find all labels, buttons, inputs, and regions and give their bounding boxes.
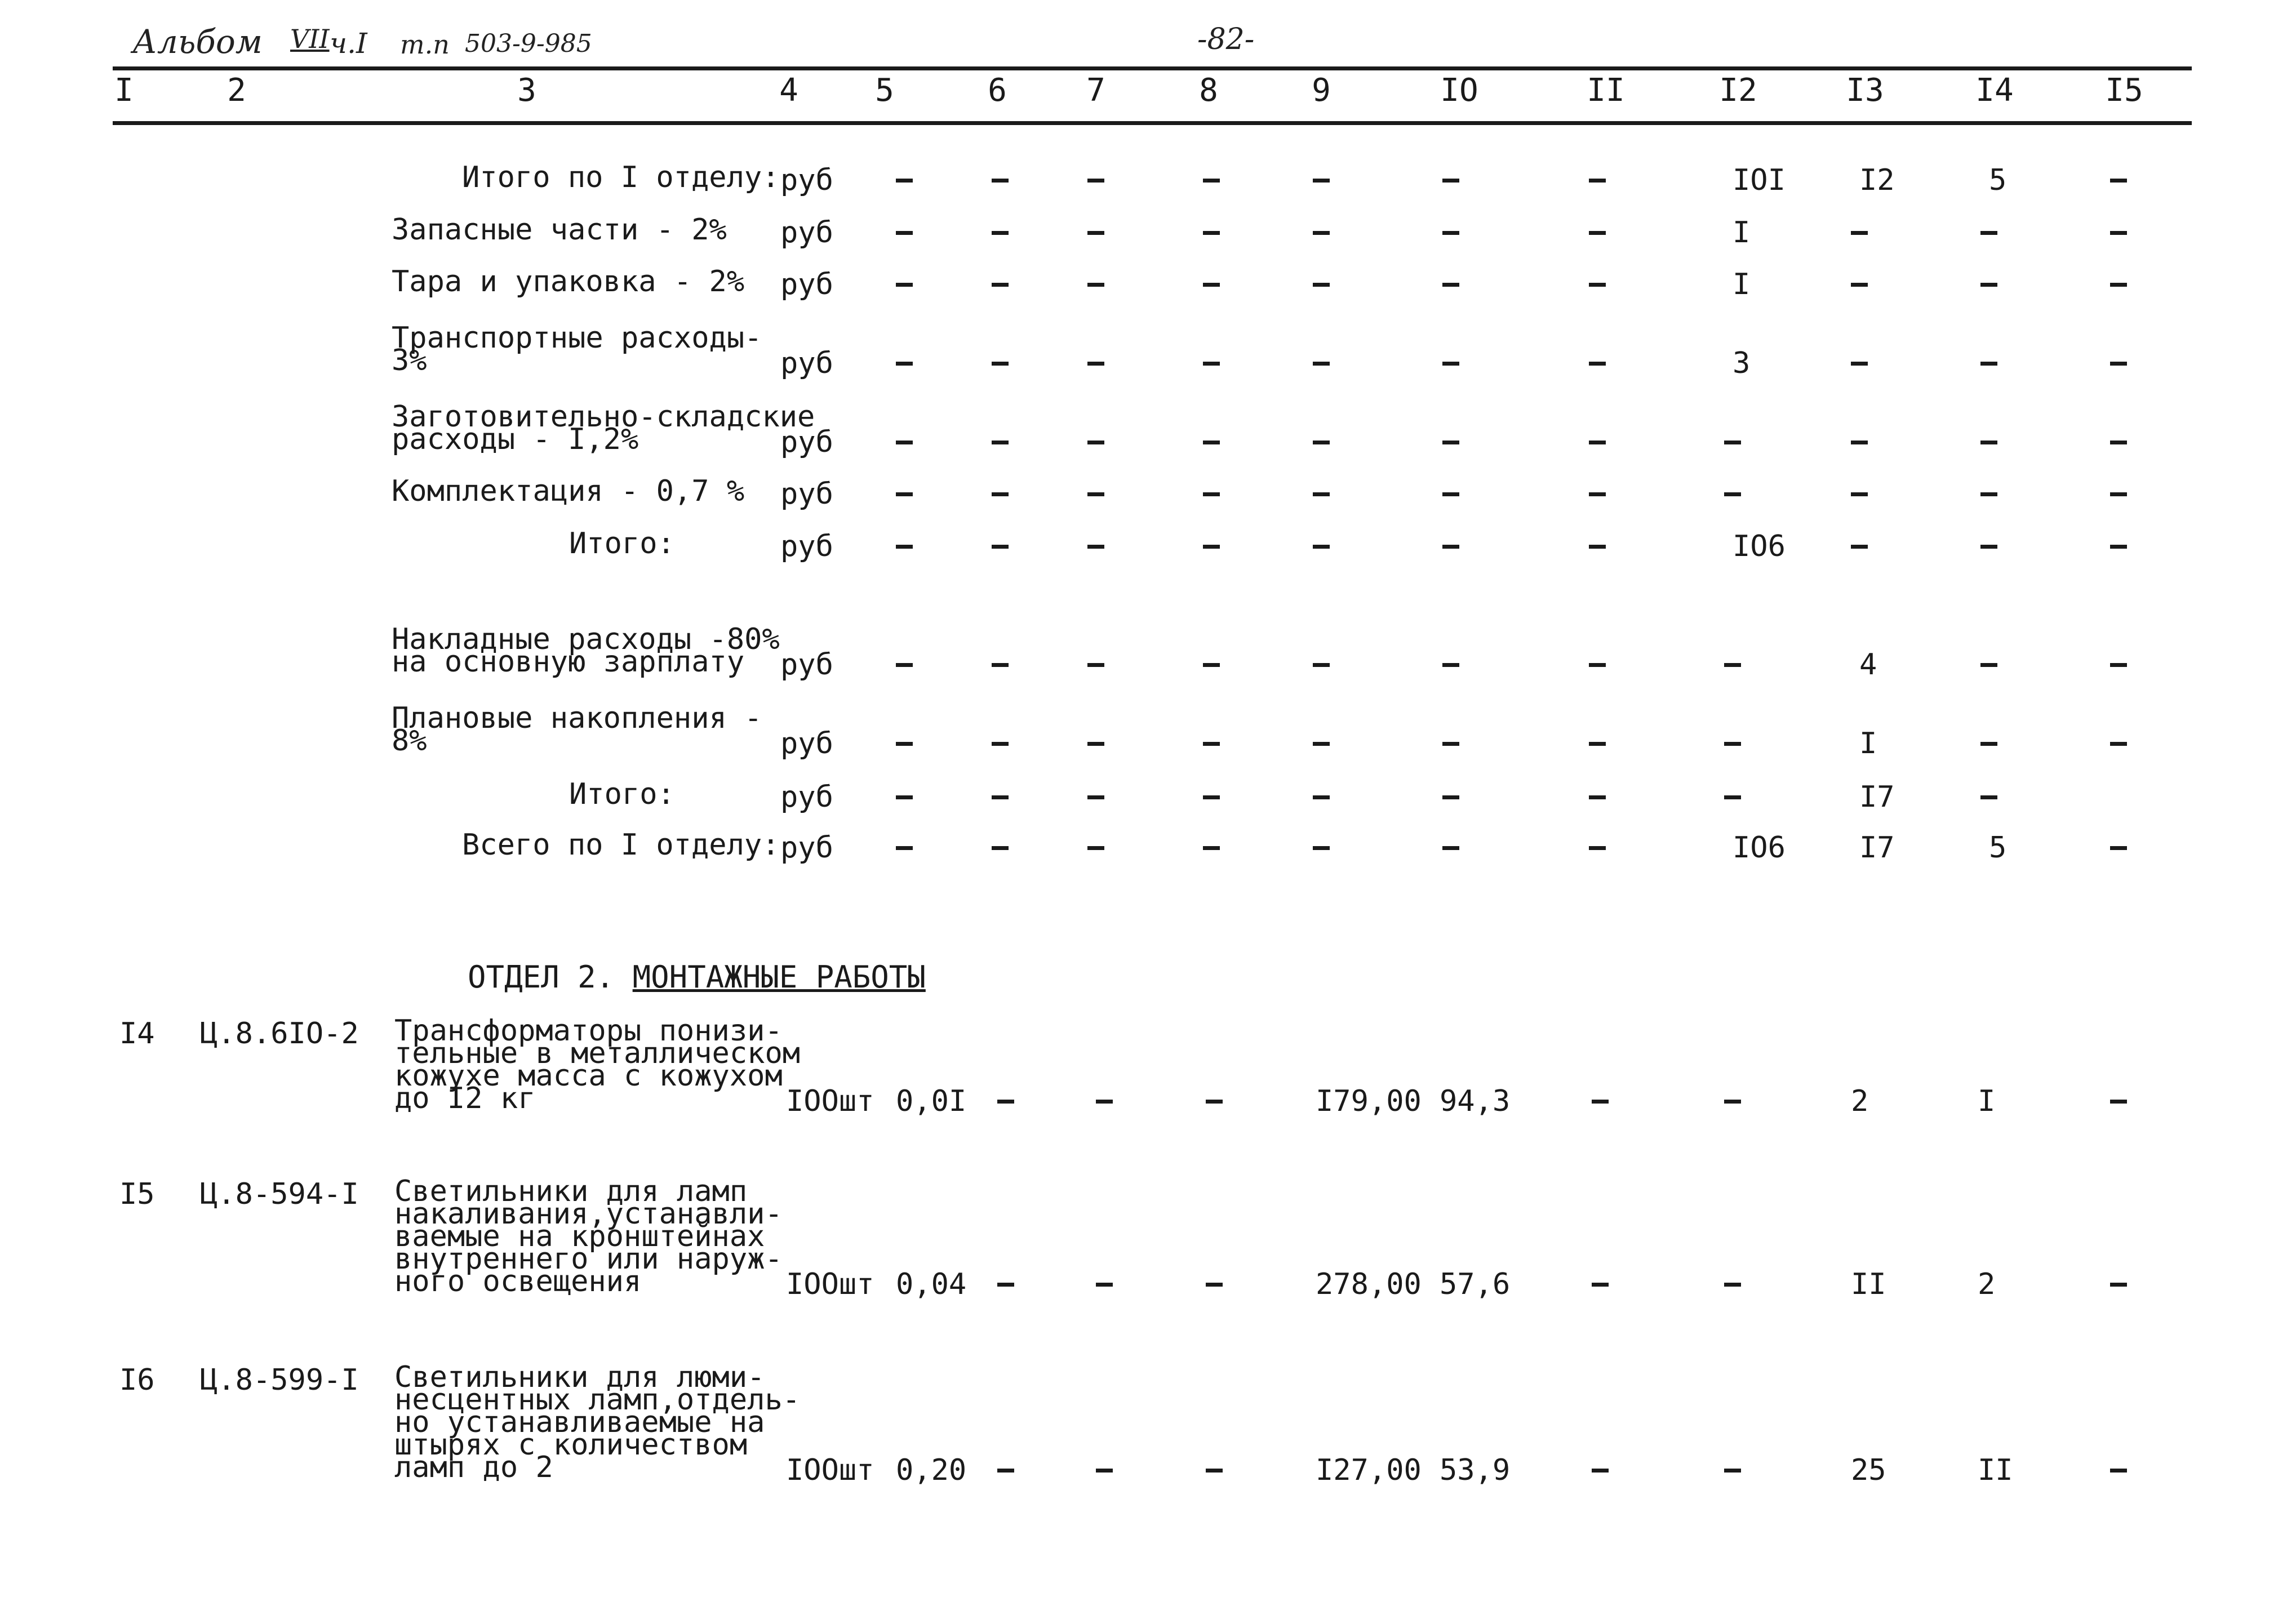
dash-mark [896,795,913,799]
column-number: 6 [988,72,1007,109]
dash-mark [1851,362,1868,366]
dash-mark [1442,492,1459,496]
dash-mark [1442,441,1459,444]
price-code: Ц.8.6IO-2 [200,1017,359,1051]
column-number: I2 [1719,72,1757,109]
dash-mark [1203,283,1220,287]
dash-mark [1203,362,1220,366]
dash-mark [1203,663,1220,667]
dash-mark [1592,1469,1609,1473]
dash-mark [1980,492,1997,496]
dash-mark [1442,742,1459,746]
section-prefix: ОТДЕЛ 2. [468,959,633,995]
column-number: IO [1440,72,1478,109]
dash-mark [1589,492,1606,496]
cell-value: I [1733,216,1751,250]
dash-mark [1442,663,1459,667]
dash-mark [1313,441,1330,444]
row-description: Комплектация - 0,7 % [392,474,745,508]
price-code: Ц.8-594-I [200,1177,359,1211]
page-number: -82- [1197,23,1255,56]
dash-mark [1203,846,1220,850]
cell-value: I [1859,727,1877,760]
item-number: I6 [119,1363,155,1397]
dash-mark [1087,441,1104,444]
dash-mark [1980,362,1997,366]
album-volume: VII [290,24,330,54]
column-number: 3 [517,72,536,109]
column-number: I [114,72,134,109]
dash-mark [2110,1100,2127,1104]
dash-mark [1724,1283,1741,1287]
row-unit: руб [780,477,833,511]
dash-mark [992,492,1009,496]
dash-mark [1313,795,1330,799]
dash-mark [992,742,1009,746]
column-number: 7 [1086,72,1105,109]
dash-mark [2110,283,2127,287]
dash-mark [1442,179,1459,183]
column-number: 9 [1312,72,1331,109]
dash-mark [1851,545,1868,549]
cell-value: II [1851,1267,1886,1301]
dash-mark [2110,742,2127,746]
dash-mark [1313,179,1330,183]
dash-mark [2110,846,2127,850]
dash-mark [1087,231,1104,235]
dash-mark [1980,545,1997,549]
dash-mark [1980,283,1997,287]
dash-mark [1851,231,1868,235]
row-unit: руб [780,216,833,250]
dash-mark [1203,492,1220,496]
dash-mark [1087,742,1104,746]
dash-mark [992,283,1009,287]
row-quantity: 0,20 [896,1453,967,1487]
row-unit: руб [780,346,833,380]
column-number: 8 [1199,72,1218,109]
dash-mark [1313,492,1330,496]
row-description: Плановые накопления - 8% [392,701,762,758]
dash-mark [1851,441,1868,444]
dash-mark [1206,1283,1223,1287]
dash-mark [997,1469,1014,1473]
dash-mark [1980,742,1997,746]
dash-mark [997,1100,1014,1104]
dash-mark [992,545,1009,549]
dash-mark [992,231,1009,235]
dash-mark [1724,441,1741,444]
cell-value: IOI [1733,163,1786,197]
dash-mark [1724,663,1741,667]
dash-mark [1851,283,1868,287]
dash-mark [1589,231,1606,235]
column-number: I3 [1846,72,1884,109]
work-description: Светильники для люми- несцентных ламп,отдель- но устанавливаемые на штырях с количеством ламп до 2 [394,1360,801,1484]
cell-value: I27,00 [1316,1453,1422,1487]
row-unit: руб [780,727,833,760]
dash-mark [1980,663,1997,667]
work-description: Трансформаторы понизи- тельные в металлическом кожухе масса с кожухом до I2 кг [394,1014,801,1115]
row-description: Накладные расходы -80% на основную зарплату [392,622,780,679]
dash-mark [1851,492,1868,496]
dash-mark [1442,283,1459,287]
row-description: Итого по I отделу: [462,161,780,194]
dash-mark [1724,492,1741,496]
dash-mark [1087,545,1104,549]
dash-mark [1589,362,1606,366]
dash-mark [997,1283,1014,1287]
dash-mark [1203,179,1220,183]
dash-mark [1087,795,1104,799]
dash-mark [1724,795,1741,799]
dash-mark [2110,441,2127,444]
dash-mark [1203,231,1220,235]
dash-mark [1592,1283,1609,1287]
album-label: Альбом [132,23,263,61]
dash-mark [2110,545,2127,549]
dash-mark [1589,742,1606,746]
dash-mark [896,663,913,667]
dash-mark [896,441,913,444]
row-quantity: 0,0I [896,1084,967,1118]
row-description: Заготовительно-складские расходы - I,2% [392,400,815,456]
row-description: Запасные части - 2% [392,213,727,247]
dash-mark [896,179,913,183]
column-number: 2 [227,72,246,109]
dash-mark [2110,231,2127,235]
dash-mark [1313,231,1330,235]
dash-mark [1724,1100,1741,1104]
cell-value: I7 [1859,831,1895,865]
dash-mark [1313,846,1330,850]
dash-mark [1087,846,1104,850]
dash-mark [1203,441,1220,444]
cell-value: 25 [1851,1453,1886,1487]
dash-mark [1203,545,1220,549]
dash-mark [992,846,1009,850]
dash-mark [896,492,913,496]
dash-mark [1442,846,1459,850]
dash-mark [992,441,1009,444]
column-number: II [1587,72,1625,109]
dash-mark [1096,1469,1113,1473]
dash-mark [992,663,1009,667]
cell-value: IO6 [1733,831,1786,865]
column-number: 5 [875,72,894,109]
row-description: Транспортные расходы- 3% [392,321,762,377]
cell-value: 5 [1989,163,2007,197]
dash-mark [1589,663,1606,667]
cell-value: 53,9 [1440,1453,1511,1487]
cell-value: 4 [1859,648,1877,682]
row-description: Итого: [569,527,675,560]
dash-mark [1724,1469,1741,1473]
item-number: I4 [119,1017,155,1051]
dash-mark [2110,1469,2127,1473]
dash-mark [1203,742,1220,746]
dash-mark [1442,362,1459,366]
cell-value: I [1733,268,1751,301]
project-code: 503-9-985 [465,29,592,58]
cell-value: 57,6 [1440,1267,1511,1301]
column-number: I4 [1975,72,2014,109]
dash-mark [1724,742,1741,746]
price-code: Ц.8-599-I [200,1363,359,1397]
row-description: Тара и упаковка - 2% [392,265,745,299]
dash-mark [896,362,913,366]
dash-mark [1087,362,1104,366]
dash-mark [2110,179,2127,183]
cell-value: 3 [1733,346,1751,380]
row-unit: IOOшт [786,1267,874,1301]
header-rule [113,121,2192,125]
work-description: Светильники для ламп накаливания,устанавли- ваемые на кронштейнах внутреннего или наруж- ного освещения [394,1175,783,1298]
dash-mark [1203,795,1220,799]
row-unit: руб [780,530,833,563]
dash-mark [992,362,1009,366]
row-unit: руб [780,163,833,197]
section-title: МОНТАЖНЫЕ РАБОТЫ [632,959,926,995]
cell-value: I2 [1859,163,1895,197]
dash-mark [896,231,913,235]
dash-mark [1589,545,1606,549]
dash-mark [1087,283,1104,287]
dash-mark [1442,545,1459,549]
dash-mark [1087,492,1104,496]
dash-mark [1442,795,1459,799]
dash-mark [1589,441,1606,444]
cell-value: 5 [1989,831,2007,865]
dash-mark [1980,231,1997,235]
row-unit: руб [780,268,833,301]
dash-mark [896,742,913,746]
dash-mark [1096,1283,1113,1287]
dash-mark [1313,742,1330,746]
dash-mark [1206,1100,1223,1104]
cell-value: 94,3 [1440,1084,1511,1118]
dash-mark [2110,1283,2127,1287]
cell-value: I7 [1859,780,1895,814]
row-description: Итого: [569,777,675,811]
dash-mark [2110,362,2127,366]
album-part: ч.I [330,27,367,60]
dash-mark [896,846,913,850]
row-quantity: 0,04 [896,1267,967,1301]
dash-mark [1980,795,1997,799]
row-unit: руб [780,780,833,814]
cell-value: 2 [1851,1084,1869,1118]
dash-mark [1589,795,1606,799]
dash-mark [896,283,913,287]
column-number: 4 [779,72,798,109]
row-unit: руб [780,831,833,865]
dash-mark [1589,179,1606,183]
cell-value: I [1978,1084,1996,1118]
cell-value: 278,00 [1316,1267,1422,1301]
cell-value: IO6 [1733,530,1786,563]
dash-mark [1313,663,1330,667]
album-tp: т.п [400,29,450,60]
dash-mark [1589,283,1606,287]
item-number: I5 [119,1177,155,1211]
cell-value: II [1978,1453,2013,1487]
dash-mark [992,795,1009,799]
column-numbers [0,72,2296,117]
dash-mark [1206,1469,1223,1473]
dash-mark [1313,283,1330,287]
row-unit: IOOшт [786,1084,874,1118]
row-unit: руб [780,425,833,459]
cell-value: I79,00 [1316,1084,1422,1118]
dash-mark [1980,441,1997,444]
dash-mark [896,545,913,549]
dash-mark [1087,663,1104,667]
dash-mark [992,179,1009,183]
row-description: Всего по I отделу: [462,828,780,862]
row-unit: IOOшт [786,1453,874,1487]
top-rule [113,66,2192,70]
dash-mark [1087,179,1104,183]
dash-mark [1313,545,1330,549]
dash-mark [1442,231,1459,235]
dash-mark [1589,846,1606,850]
dash-mark [2110,663,2127,667]
dash-mark [2110,492,2127,496]
dash-mark [1592,1100,1609,1104]
column-number: I5 [2105,72,2143,109]
dash-mark [1096,1100,1113,1104]
dash-mark [1313,362,1330,366]
cell-value: 2 [1978,1267,1996,1301]
row-unit: руб [780,648,833,682]
